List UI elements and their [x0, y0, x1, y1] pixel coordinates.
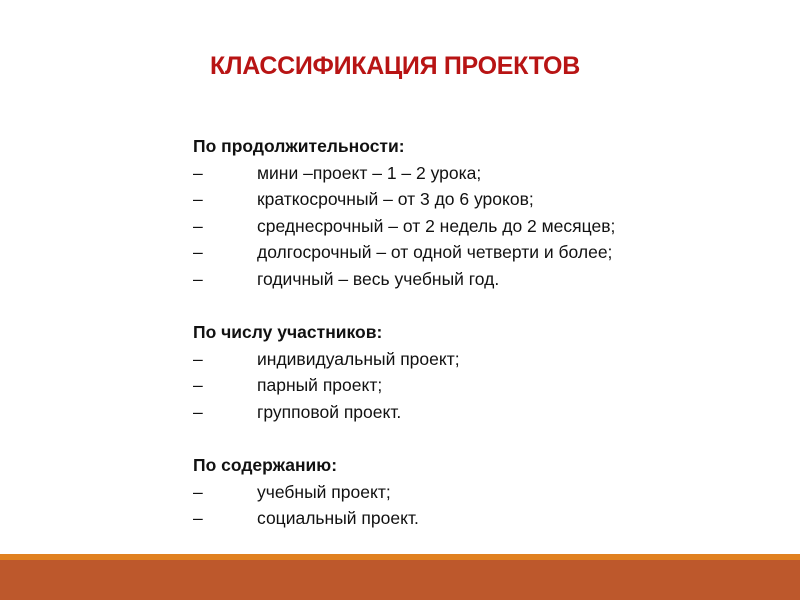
list-item-text: социальный проект.	[257, 508, 419, 529]
bullet-dash: –	[193, 215, 203, 236]
list-item	[193, 372, 753, 399]
slide-title	[0, 52, 800, 81]
bullet-dash: –	[193, 268, 203, 289]
bullet-dash: –	[193, 348, 203, 369]
list-item	[193, 213, 753, 240]
list-item-text: годичный – весь учебный год.	[257, 268, 500, 289]
bullet-dash: –	[193, 189, 203, 210]
bullet-dash: –	[193, 162, 203, 183]
list-item	[193, 266, 753, 293]
bullet-dash: –	[193, 242, 203, 263]
list-item-text: среднесрочный – от 2 недель до 2 месяцев;	[257, 215, 616, 236]
section-heading-content: По содержанию:	[193, 455, 338, 476]
list-item	[193, 160, 753, 187]
list-item-text: мини –проект – 1 – 2 урока;	[257, 162, 482, 183]
list-item	[193, 186, 753, 213]
section-heading-duration: По продолжительности:	[193, 136, 405, 156]
list-item	[193, 399, 753, 426]
bullet-dash: –	[193, 375, 203, 396]
list-item	[193, 505, 753, 532]
list-item	[193, 239, 753, 266]
footer-bar	[0, 560, 800, 600]
bullet-dash: –	[193, 508, 203, 529]
slide-content	[193, 133, 753, 532]
list-item-text: краткосрочный – от 3 до 6 уроков;	[257, 189, 534, 210]
list-item-text: парный проект;	[257, 375, 383, 396]
section-heading-participants: По числу участников:	[193, 322, 383, 343]
list-item-text: долгосрочный – от одной четверти и более;	[257, 242, 613, 263]
list-item-text: учебный проект;	[257, 481, 391, 502]
slide-title-text: КЛАССИФИКАЦИЯ ПРОЕКТОВ	[210, 52, 580, 80]
list-item-text: групповой проект.	[257, 401, 402, 422]
list-item-text: индивидуальный проект;	[257, 348, 460, 369]
bullet-dash: –	[193, 401, 203, 422]
list-item	[193, 346, 753, 373]
list-item	[193, 479, 753, 506]
bullet-dash: –	[193, 481, 203, 502]
